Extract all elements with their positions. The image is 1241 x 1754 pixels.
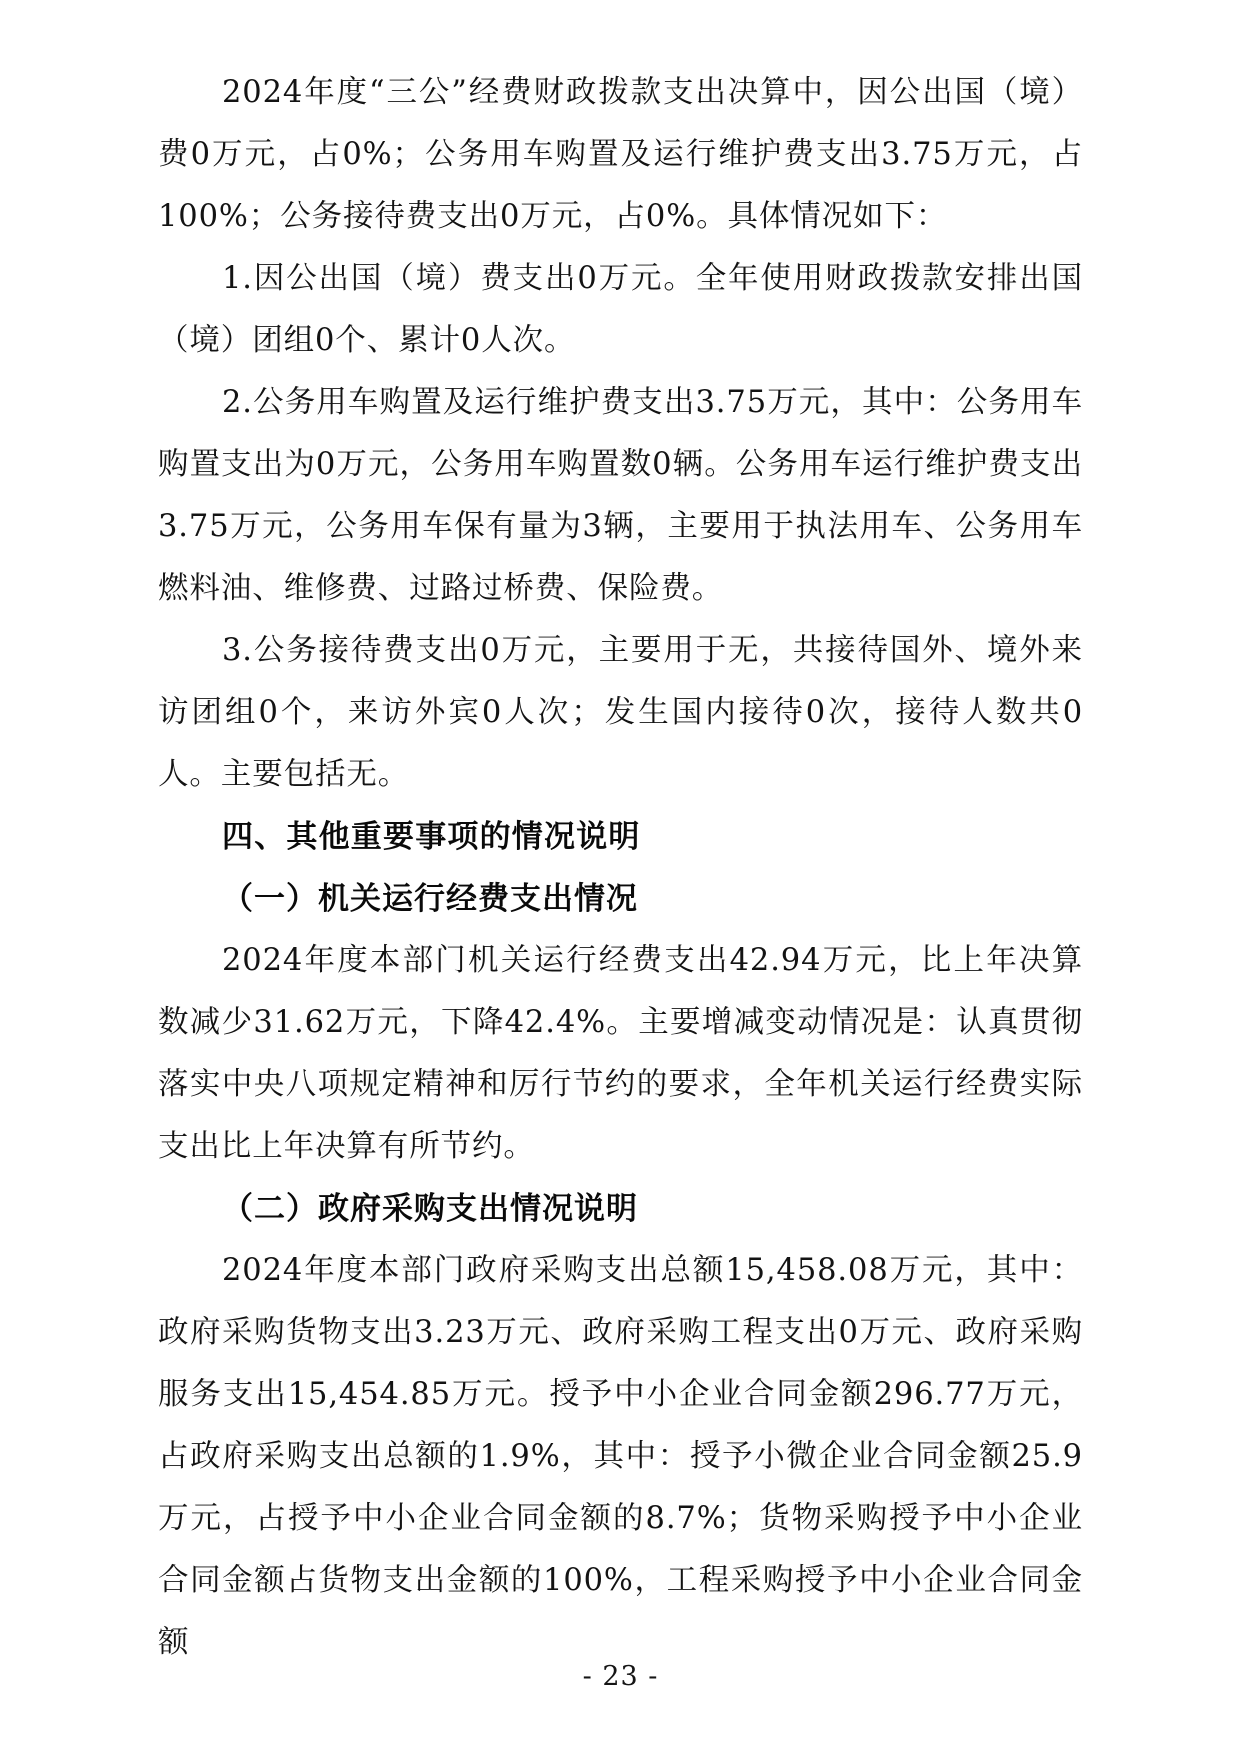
paragraph-agency-operating-expenses-body: 2024年度本部门机关运行经费支出42.94万元，比上年决算数减少31.62万元，下降42.4%。主要增减变动情况是：认真贯彻落实中央八项规定精神和厉行节约的要求，全年机关运行经费实际支出比上年决算有所节约。 <box>158 943 1083 1164</box>
paragraph-item-3-official-reception: 3.公务接待费支出0万元，主要用于无，共接待国外、境外来访团组0个，来访外宾0人次；发生国内接待0次，接待人数共0人。主要包括无。 <box>158 633 1083 792</box>
paragraph-three-public-expenses-summary: 2024年度“三公”经费财政拨款支出决算中，因公出国（境）费0万元，占0%；公务用车购置及运行维护费支出3.75万元，占100%；公务接待费支出0万元，占0%。具体情况如下： <box>158 75 1083 234</box>
paragraph-government-procurement-body: 2024年度本部门政府采购支出总额15,458.08万元，其中：政府采购货物支出3.23万元、政府采购工程支出0万元、政府采购服务支出15,454.85万元。授予中小企业合同金额296.77万元，占政府采购支出总额的1.9%，其中：授予小微企业合同金额25.9万元，占授予中小企业合同金额的8.7%；货物采购授予中小企业合同金额占货物支出金额的100%，工程采购授予中小企业合同金额 <box>158 1253 1083 1660</box>
paragraph-item-2-official-vehicles: 2.公务用车购置及运行维护费支出3.75万元，其中：公务用车购置支出为0万元，公务用车购置数0辆。公务用车运行维护费支出3.75万元，公务用车保有量为3辆，主要用于执法用车、公务用车燃料油、维修费、过路过桥费、保险费。 <box>158 385 1083 606</box>
heading-subsection-one-agency-operating-expenses: （一）机关运行经费支出情况 <box>222 881 638 917</box>
paragraph-item-1-overseas-travel: 1.因公出国（境）费支出0万元。全年使用财政拨款安排出国（境）团组0个、累计0人次。 <box>158 261 1083 358</box>
page-number: - 23 - <box>582 1661 659 1692</box>
heading-subsection-two-government-procurement: （二）政府采购支出情况说明 <box>222 1191 638 1227</box>
heading-section-four: 四、其他重要事项的情况说明 <box>222 819 641 854</box>
